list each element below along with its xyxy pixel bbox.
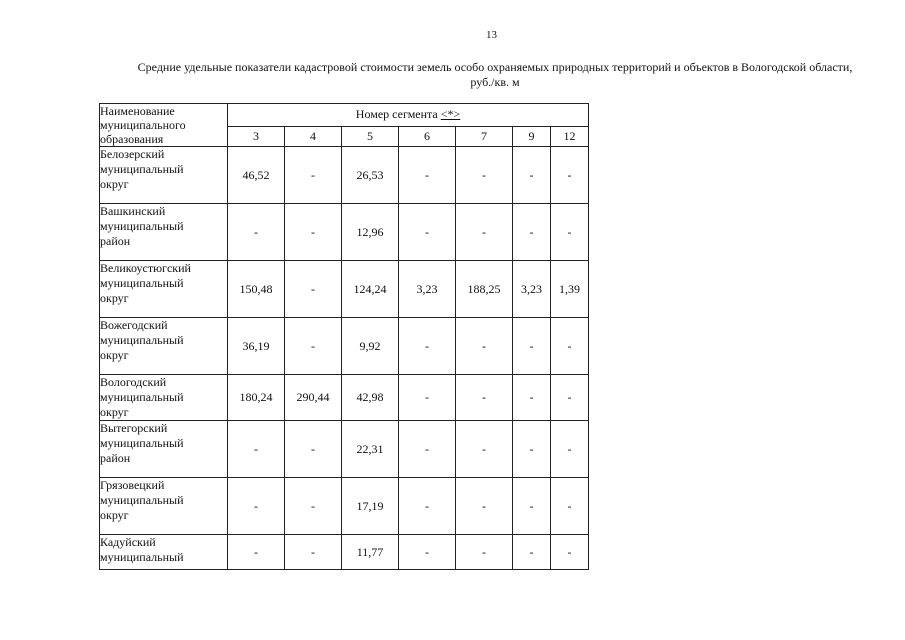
cost-value-cell: - <box>513 478 551 535</box>
municipality-name-line: Грязовецкий <box>100 478 165 492</box>
table-row <box>100 147 589 204</box>
municipality-name-cell <box>100 535 228 570</box>
municipality-name-line: район <box>100 451 131 465</box>
cost-value-cell: - <box>456 147 513 204</box>
document-title-line-2: руб./кв. м <box>470 75 520 89</box>
cost-value-cell: - <box>551 147 589 204</box>
cost-value-cell: 180,24 <box>228 375 285 421</box>
cost-value-cell: - <box>285 318 342 375</box>
cost-value-cell: - <box>551 421 589 478</box>
municipality-column-header <box>100 104 228 147</box>
cost-value-cell: - <box>399 318 456 375</box>
municipality-name-line: Вожегодский <box>100 318 168 332</box>
cost-value-cell: 188,25 <box>456 261 513 318</box>
cost-value-cell: 3,23 <box>399 261 456 318</box>
cost-value-cell: - <box>513 421 551 478</box>
municipality-name-line: муниципальный <box>100 219 184 233</box>
municipality-name-cell <box>100 261 228 318</box>
cost-value-cell: 46,52 <box>228 147 285 204</box>
cost-value-cell: - <box>551 535 589 570</box>
table-row <box>100 318 589 375</box>
municipality-name-line: район <box>100 234 131 248</box>
municipality-name-line: муниципальный <box>100 276 184 290</box>
cost-value-cell: - <box>456 375 513 421</box>
cost-value-cell: 3,23 <box>513 261 551 318</box>
table-row <box>100 204 589 261</box>
municipality-name-cell <box>100 147 228 204</box>
municipality-name-line: Вытегорский <box>100 421 168 435</box>
municipality-name-line: округ <box>100 405 129 419</box>
table-row <box>100 478 589 535</box>
table-row <box>100 375 589 421</box>
cost-value-cell: - <box>285 535 342 570</box>
cadastral-cost-table <box>99 103 589 570</box>
document-title-line-1: Средние удельные показатели кадастровой стоимости земель особо охраняемых природных территорий и объектов в Вологодской области, <box>137 60 853 74</box>
cost-value-cell: 12,96 <box>342 204 399 261</box>
municipality-header-line: муниципального <box>100 118 186 132</box>
municipality-name-line: Вашкинский <box>100 204 166 218</box>
cost-value-cell: 22,31 <box>342 421 399 478</box>
segment-footnote-reference: <*> <box>440 107 461 122</box>
municipality-name-line: муниципальный <box>100 436 184 450</box>
cost-value-cell: - <box>551 318 589 375</box>
municipality-name-line: Белозерский <box>100 147 165 161</box>
cost-value-cell: - <box>228 204 285 261</box>
table-row <box>100 421 589 478</box>
segment-column-header: 4 <box>285 126 342 146</box>
municipality-name-line: муниципальный <box>100 550 184 564</box>
cost-value-cell: 42,98 <box>342 375 399 421</box>
segment-column-header: 12 <box>551 126 589 146</box>
segment-column-header: 7 <box>456 126 513 146</box>
cost-value-cell: 26,53 <box>342 147 399 204</box>
cost-value-cell: - <box>399 535 456 570</box>
cost-value-cell: 9,92 <box>342 318 399 375</box>
municipality-name-line: муниципальный <box>100 493 184 507</box>
cost-value-cell: 17,19 <box>342 478 399 535</box>
cost-value-cell: - <box>456 204 513 261</box>
municipality-name-line: округ <box>100 508 129 522</box>
segment-header-label: Номер сегмента <box>355 107 438 122</box>
municipality-name-line: Вологодский <box>100 375 167 389</box>
cost-value-cell: - <box>228 478 285 535</box>
segment-column-header: 6 <box>399 126 456 146</box>
municipality-name-line: округ <box>100 348 129 362</box>
cost-value-cell: - <box>285 421 342 478</box>
cost-value-cell: - <box>456 318 513 375</box>
table-row <box>100 535 589 570</box>
municipality-header-line: образования <box>100 132 164 146</box>
cost-value-cell: - <box>513 318 551 375</box>
municipality-name-line: муниципальный <box>100 333 184 347</box>
cost-value-cell: - <box>399 478 456 535</box>
cost-value-cell: - <box>285 261 342 318</box>
cost-value-cell: - <box>551 375 589 421</box>
cost-value-cell: - <box>228 421 285 478</box>
cost-value-cell: - <box>456 478 513 535</box>
cost-value-cell: - <box>513 375 551 421</box>
segment-number-header <box>228 104 589 127</box>
municipality-name-cell <box>100 318 228 375</box>
cost-value-cell: 1,39 <box>551 261 589 318</box>
cost-value-cell: - <box>456 421 513 478</box>
cost-value-cell: - <box>551 478 589 535</box>
municipality-name-cell <box>100 421 228 478</box>
municipality-name-line: Кадуйский <box>100 535 156 549</box>
cost-value-cell: - <box>285 204 342 261</box>
table-body <box>100 147 589 570</box>
segment-column-header: 3 <box>228 126 285 146</box>
municipality-name-line: округ <box>100 291 129 305</box>
cost-value-cell: 290,44 <box>285 375 342 421</box>
document-title <box>95 60 895 90</box>
municipality-name-line: муниципальный <box>100 390 184 404</box>
cost-value-cell: - <box>228 535 285 570</box>
cost-value-cell: - <box>513 535 551 570</box>
cost-value-cell: - <box>513 147 551 204</box>
cost-value-cell: - <box>513 204 551 261</box>
cost-value-cell: - <box>285 478 342 535</box>
cost-value-cell: - <box>399 204 456 261</box>
cost-value-cell: - <box>456 535 513 570</box>
municipality-name-cell <box>100 375 228 421</box>
cost-value-cell: - <box>399 375 456 421</box>
cost-value-cell: 36,19 <box>228 318 285 375</box>
cost-value-cell: - <box>551 204 589 261</box>
cost-value-cell: 124,24 <box>342 261 399 318</box>
municipality-name-cell <box>100 204 228 261</box>
municipality-name-cell <box>100 478 228 535</box>
municipality-name-line: Великоустюгский <box>100 261 191 275</box>
municipality-header-line: Наименование <box>100 104 175 118</box>
segment-column-header: 9 <box>513 126 551 146</box>
cost-value-cell: - <box>285 147 342 204</box>
cost-value-cell: - <box>399 147 456 204</box>
cost-value-cell: 150,48 <box>228 261 285 318</box>
table-row <box>100 261 589 318</box>
page-number: 13 <box>486 29 497 41</box>
municipality-name-line: округ <box>100 177 129 191</box>
segment-column-header: 5 <box>342 126 399 146</box>
municipality-name-line: муниципальный <box>100 162 184 176</box>
cost-value-cell: - <box>399 421 456 478</box>
cost-value-cell: 11,77 <box>342 535 399 570</box>
